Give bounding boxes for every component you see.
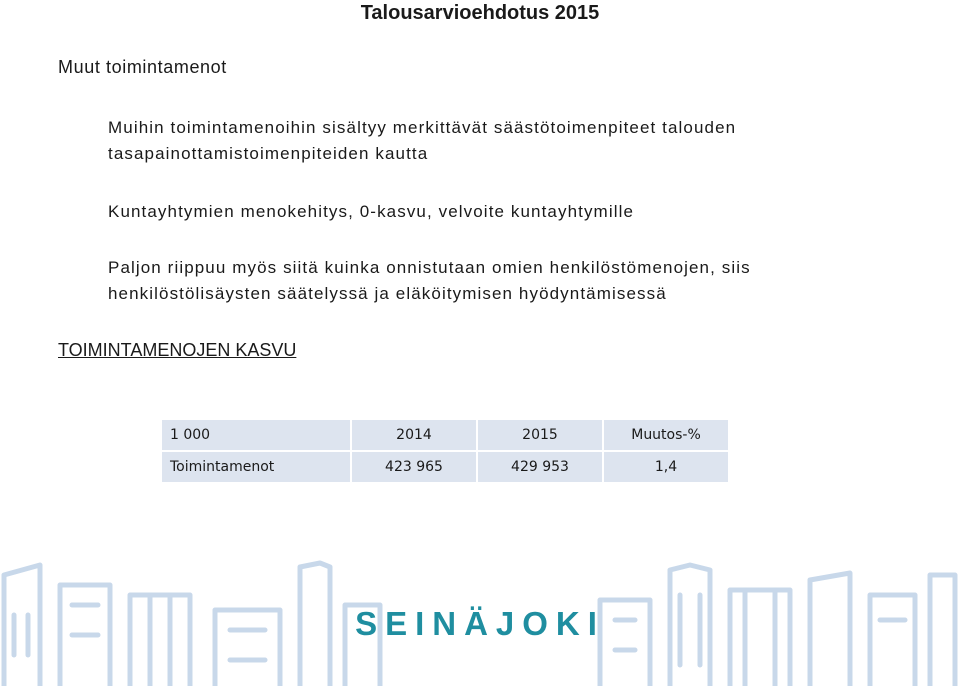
table-header-cell: 2015	[478, 420, 602, 450]
paragraph-line: henkilöstölisäysten säätelyssä ja eläköitymisen hyödyntämisessä	[108, 284, 667, 303]
paragraph-savings	[108, 115, 736, 167]
paragraph-line: tasapainottamistoimenpiteiden kautta	[108, 144, 429, 163]
paragraph-joint-municipalities	[108, 199, 634, 225]
paragraph-line: Paljon riippuu myös siitä kuinka onnistutaan omien henkilöstömenojen, siis	[108, 258, 751, 277]
table-cell: Toimintamenot	[162, 452, 350, 482]
growth-table	[160, 418, 730, 484]
table-header-cell: Muutos-%	[604, 420, 728, 450]
table-cell: 429 953	[478, 452, 602, 482]
seinajoki-logo: SEINÄJOKI	[355, 605, 605, 642]
table-header-row	[162, 420, 728, 450]
table-row	[162, 452, 728, 482]
document-title: Talousarvioehdotus 2015	[360, 2, 600, 24]
table-cell: 423 965	[352, 452, 476, 482]
section-heading: Muut toimintamenot	[58, 57, 227, 77]
paragraph-line: Muihin toimintamenoihin sisältyy merkittävät säästötoimenpiteet talouden	[108, 118, 737, 137]
paragraph-personnel	[108, 255, 751, 307]
growth-heading: TOIMINTAMENOJEN KASVU	[58, 340, 297, 360]
footer-illustration	[0, 555, 960, 686]
table-cell: 1,4	[604, 452, 728, 482]
table-header-cell: 2014	[352, 420, 476, 450]
paragraph-line: Kuntayhtymien menokehitys, 0-kasvu, velvoite kuntayhtymille	[108, 202, 634, 221]
table-header-cell: 1 000	[162, 420, 350, 450]
